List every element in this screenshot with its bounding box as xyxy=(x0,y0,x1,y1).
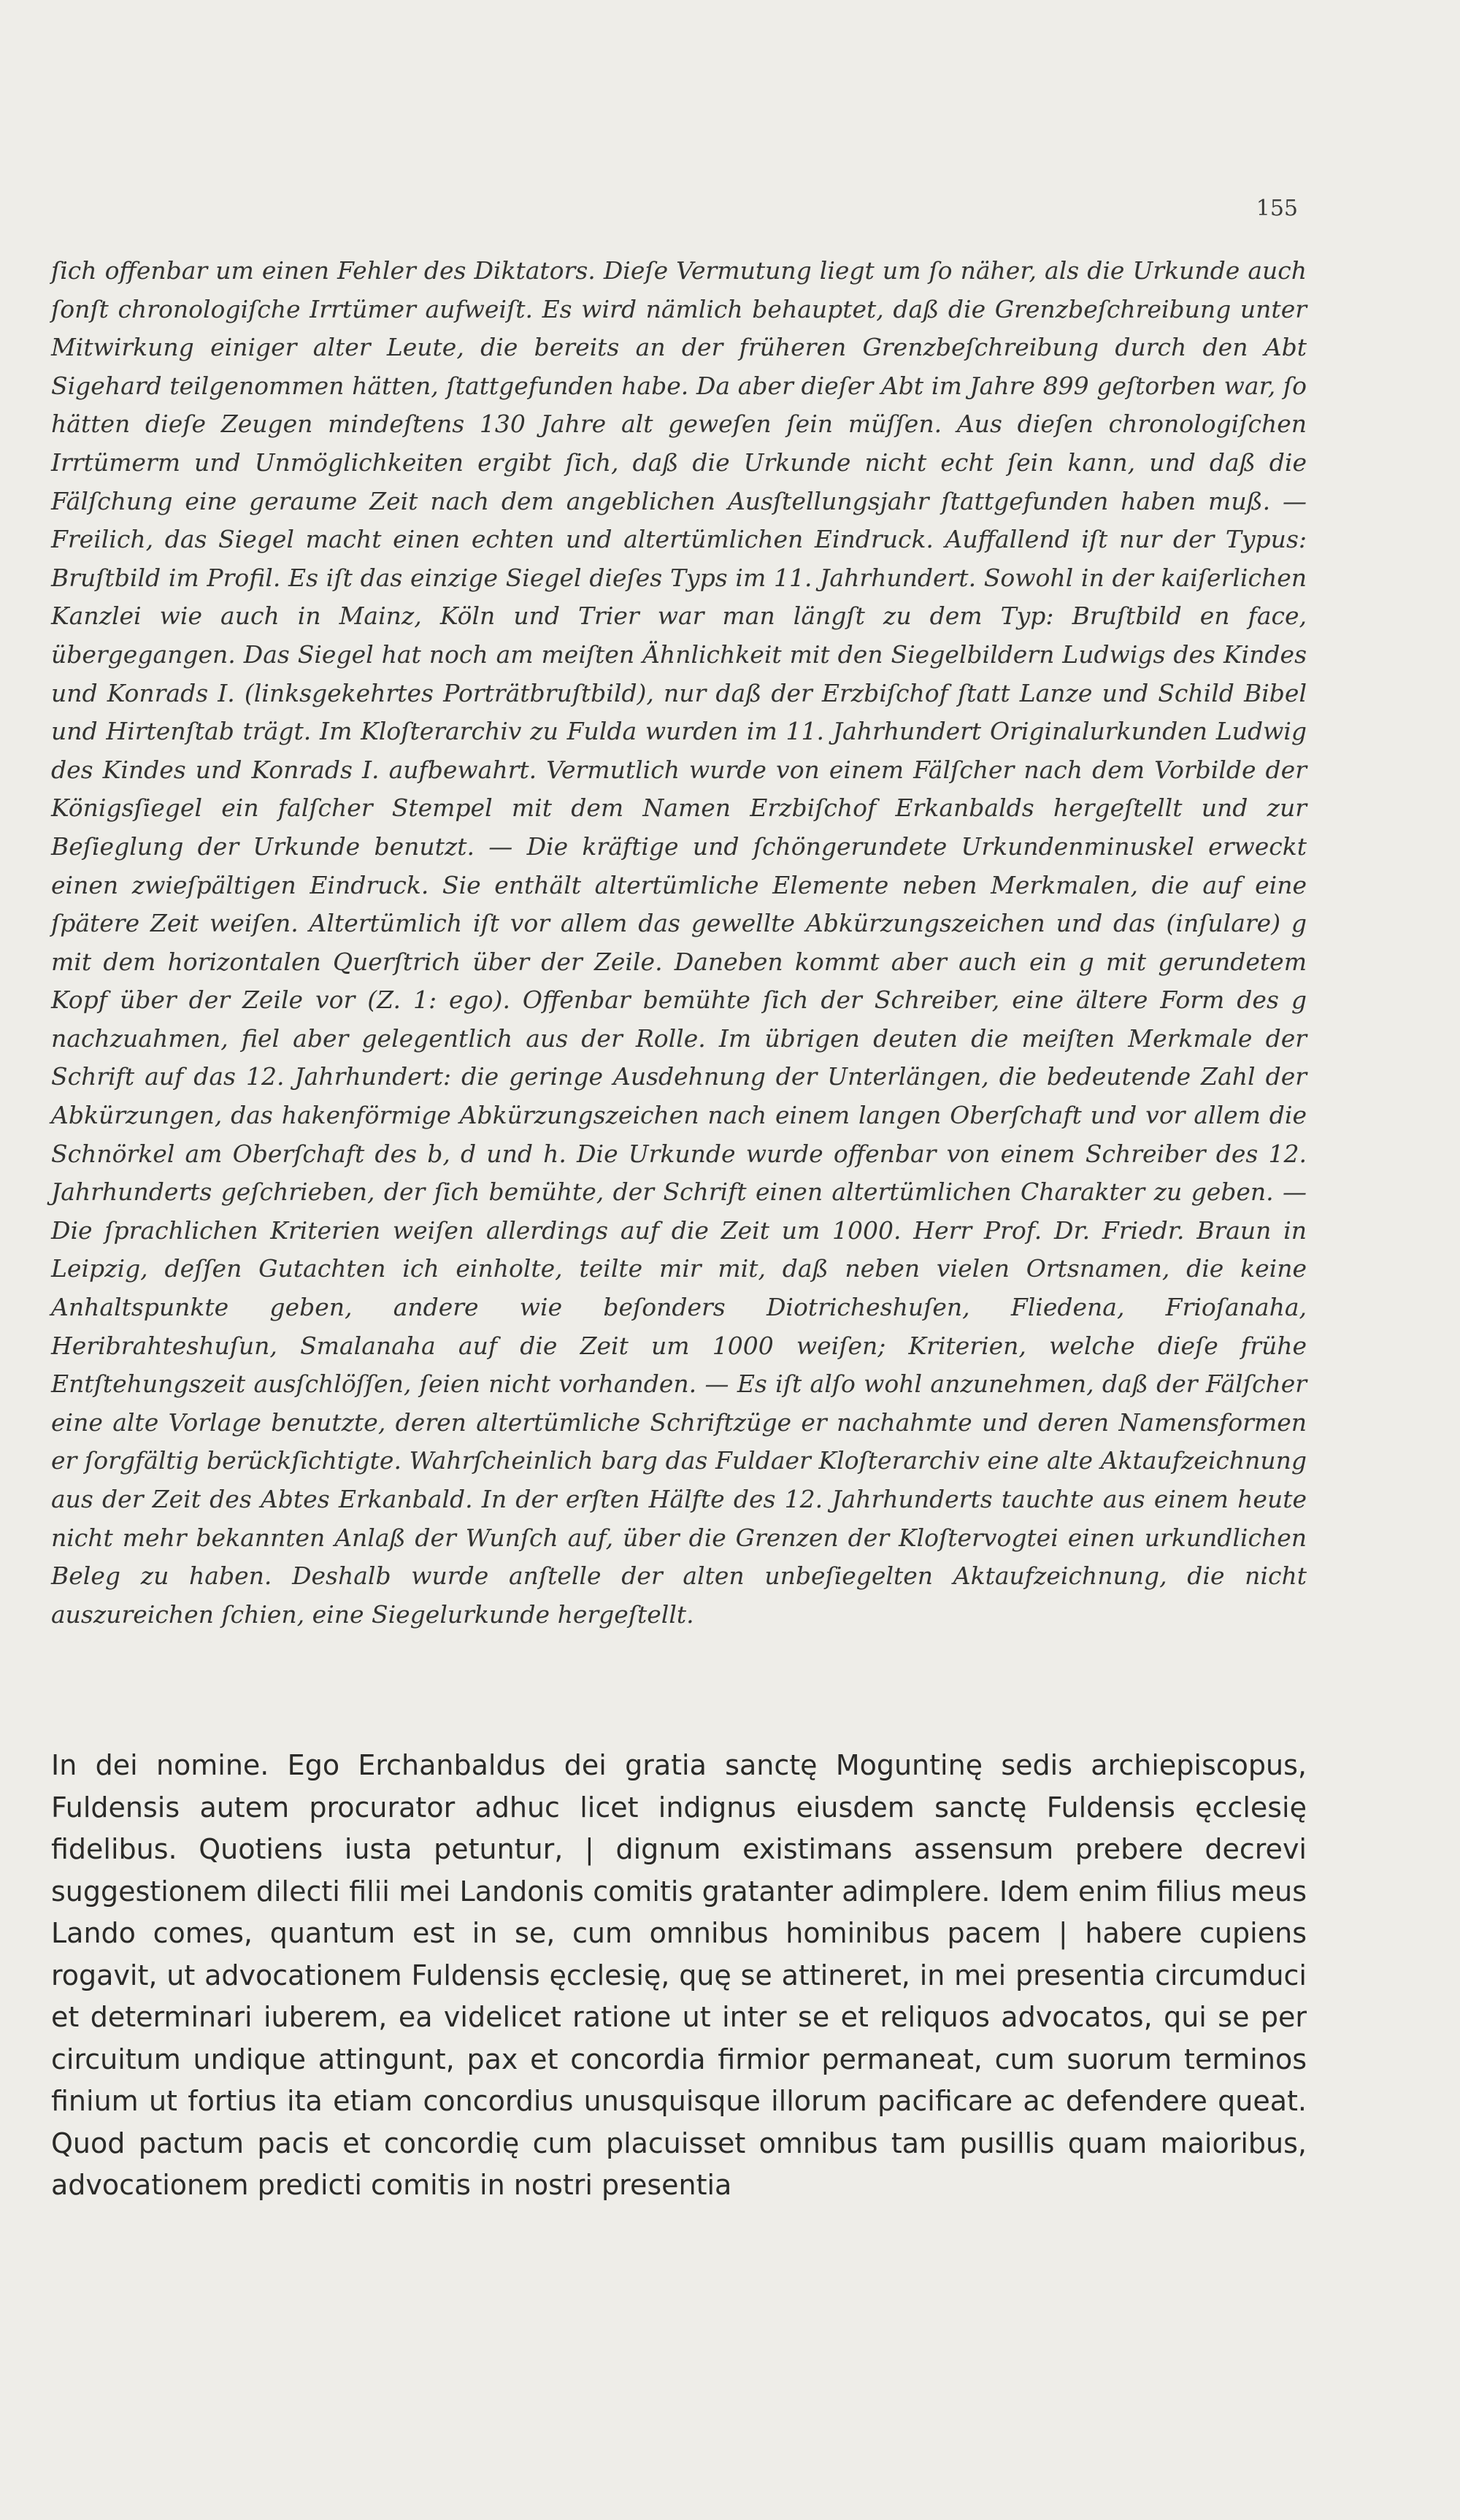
page-number: 155 xyxy=(1256,196,1298,221)
charter-text-section xyxy=(51,1745,1307,2207)
commentary-section xyxy=(51,252,1307,1634)
charter-paragraph: In dei nomine. Ego Erchanbaldus dei gratia sanctę Moguntinę sedis archiepiscopus, Fuldensis autem procurator adhuc licet indignus eiusdem sanctę Fuldensis ęcclesię fidelibus. Quotiens iusta petuntur, | dignum existimans assensum prebere decrevi suggestionem dilecti filii mei Landonis comitis gratanter adimplere. Idem enim filius meus Lando comes, quantum est in se, cum omnibus hominibus pacem | habere cupiens rogavit, ut advocationem Fuldensis ęcclesię, quę se attineret, in mei presentia circumduci et determinari iuberem, ea videlicet ratione ut inter se et reliquos advocatos, qui se per circuitum undique attingunt, pax et concordia firmior permaneat, cum suorum terminos finium ut fortius ita etiam concordius unusquisque illorum pacificare ac defendere queat. Quod pactum pacis et concordię cum placuisset omnibus tam pusillis quam maioribus, advocationem predicti comitis in nostri presentia xyxy=(51,1749,1307,2201)
commentary-paragraph: ſich offenbar um einen Fehler des Diktators. Dieſe Vermutung liegt um ſo näher, als die Urkunde auch ſonſt chronologiſche Irrtümer aufweiſt. Es wird nämlich behauptet, daß die Grenzbeſchreibung unter Mitwirkung einiger alter Leute, die bereits an der früheren Grenzbeſchreibung durch den Abt Sigehard teilgenommen hätten, ſtattgefunden habe. Da aber dieſer Abt im Jahre 899 geſtorben war, ſo hätten dieſe Zeugen mindeſtens 130 Jahre alt geweſen ſein müſſen. Aus dieſen chronologiſchen Irrtümerm und Unmöglichkeiten ergibt ſich, daß die Urkunde nicht echt ſein kann, und daß die Fälſchung eine geraume Zeit nach dem angeblichen Ausſtellungsjahr ſtattgefunden haben muß. — Freilich, das Siegel macht einen echten und altertümlichen Eindruck. Auffallend iſt nur der Typus: Bruſtbild im Profil. Es iſt das einzige Siegel dieſes Typs im 11. Jahrhundert. Sowohl in der kaiſerlichen Kanzlei wie auch in Mainz, Köln und Trier war man längſt zu dem Typ: Bruſtbild en face, übergegangen. Das Siegel hat noch am meiſten Ähnlichkeit mit den Siegelbildern Ludwigs des Kindes und Konrads I. (linksgekehrtes Porträtbruſtbild), nur daß der Erzbiſchof ſtatt Lanze und Schild Bibel und Hirtenſtab trägt. Im Kloſterarchiv zu Fulda wurden im 11. Jahrhundert Originalurkunden Ludwig des Kindes und Konrads I. aufbewahrt. Vermutlich wurde von einem Fälſcher nach dem Vorbilde der Königsſiegel ein falſcher Stempel mit dem Namen Erzbiſchof Erkanbalds hergeſtellt und zur Beſieglung der Urkunde benutzt. — Die kräftige und ſchöngerundete Urkundenminuskel erweckt einen zwieſpältigen Eindruck. Sie enthält altertümliche Elemente neben Merkmalen, die auf eine ſpätere Zeit weiſen. Altertümlich iſt vor allem das gewellte Abkürzungszeichen und das (inſulare) g mit dem horizontalen Querſtrich über der Zeile. Daneben kommt aber auch ein g mit gerundetem Kopf über der Zeile vor (Z. 1: ego). Offenbar bemühte ſich der Schreiber, eine ältere Form des g nachzuahmen, fiel aber gelegentlich aus der Rolle. Im übrigen deuten die meiſten Merkmale der Schrift auf das 12. Jahrhundert: die geringe Ausdehnung der Unterlängen, die bedeutende Zahl der Abkürzungen, das hakenförmige Abkürzungszeichen nach einem langen Oberſchaft und vor allem die Schnörkel am Oberſchaft des b, d und h. Die Urkunde wurde offenbar von einem Schreiber des 12. Jahrhunderts geſchrieben, der ſich bemühte, der Schrift einen altertümlichen Charakter zu geben. — Die ſprachlichen Kriterien weiſen allerdings auf die Zeit um 1000. Herr Prof. Dr. Friedr. Braun in Leipzig, deſſen Gutachten ich einholte, teilte mir mit, daß neben vielen Ortsnamen, die keine Anhaltspunkte geben, andere wie beſonders Diotricheshuſen, Fliedena, Frioſanaha, Heribrahteshuſun, Smalanaha auf die Zeit um 1000 weiſen; Kriterien, welche dieſe frühe Entſtehungszeit ausſchlöſſen, ſeien nicht vorhanden. — Es iſt alſo wohl anzunehmen, daß der Fälſcher eine alte Vorlage benutzte, deren altertümliche Schriftzüge er nachahmte und deren Namensformen er ſorgfältig berückſichtigte. Wahrſcheinlich barg das Fuldaer Kloſterarchiv eine alte Aktaufzeichnung aus der Zeit des Abtes Erkanbald. In der erſten Hälfte des 12. Jahrhunderts tauchte aus einem heute nicht mehr bekannten Anlaß der Wunſch auf, über die Grenzen der Kloſtervogtei einen urkundlichen Beleg zu haben. Deshalb wurde anſtelle der alten unbeſiegelten Aktaufzeichnung, die nicht auszureichen ſchien, eine Siegelurkunde hergeſtellt. xyxy=(51,256,1307,1629)
